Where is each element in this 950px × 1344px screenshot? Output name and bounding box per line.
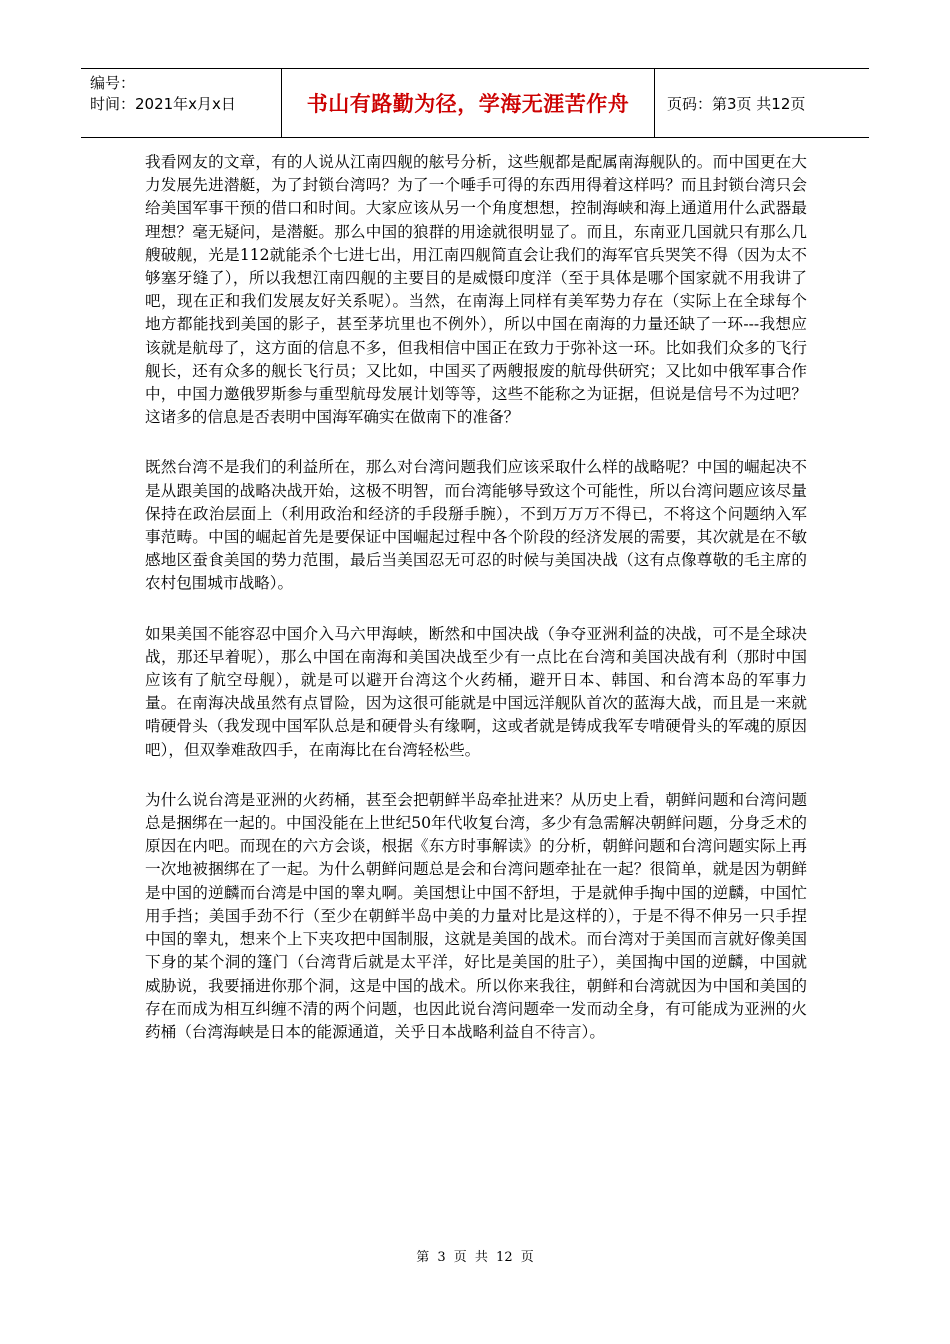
header-motto: 书山有路勤为径，学海无涯苦作舟 <box>282 69 655 137</box>
document-number-label: 编号： <box>90 74 136 92</box>
header-meta <box>81 69 282 137</box>
header-page-info: 页码：第3页 共12页 <box>667 94 806 113</box>
document-body <box>145 151 807 1071</box>
document-time-label: 时间：2021年x月x日 <box>90 95 236 113</box>
body-paragraph: 既然台湾不是我们的利益所在，那么对台湾问题我们应该采取什么样的战略呢？中国的崛起决不是从跟美国的战略决战开始，这极不明智，而台湾能够导致这个可能性，所以台湾问题应该尽量保持在政治层面上（利用政治和经济的手段掰手腕），不到万万万不得已，不将这个问题纳入军事范畴。中国的崛起首先是要保证中国崛起过程中各个阶段的经济发展的需要，其次就是在不敏感地区蚕食美国的势力范围，最后当美国忍无可忍的时候与美国决战（这有点像尊敬的毛主席的农村包围城市战略）。 <box>145 458 807 593</box>
body-paragraph: 为什么说台湾是亚洲的火药桶，甚至会把朝鲜半岛牵扯进来？从历史上看，朝鲜问题和台湾问题总是捆绑在一起的。中国没能在上世纪50年代收复台湾，多少有急需解决朝鲜问题，分身乏术的原因在内吧。而现在的六方会谈，根据《东方时事解读》的分析，朝鲜问题和台湾问题实际上再一次地被捆绑在了一起。为什么朝鲜问题总是会和台湾问题牵扯在一起？很简单，就是因为朝鲜是中国的逆麟而台湾是中国的睾丸啊。美国想让中国不舒坦，于是就伸手掏中国的逆麟，中国忙用手挡；美国手劲不行（至少在朝鲜半岛中美的力量对比是这样的），于是不得不伸另一只手捏中国的睾丸，想来个上下夹攻把中国制服，这就是美国的战术。而台湾对于美国而言就好像美国下身的某个洞的篷门（台湾背后就是太平洋，好比是美国的肚子），美国掏中国的逆麟，中国就威胁说，我要捅进你那个洞，这是中国的战术。所以你来我往，朝鲜和台湾就因为中国和美国的存在而成为相互纠缠不清的两个问题，也因此说台湾问题牵一发而动全身，有可能成为亚洲的火药桶（台湾海峡是日本的能源通道，关乎日本战略利益自不待言）。 <box>145 790 807 1041</box>
body-paragraph: 如果美国不能容忍中国介入马六甲海峡，断然和中国决战（争夺亚洲利益的决战，可不是全球决战，那还早着呢），那么中国在南海和美国决战至少有一点比在台湾和美国决战有利（那时中国应该有了航空母舰），就是可以避开台湾这个火药桶，避开日本、韩国、和台湾本岛的军事力量。在南海决战虽然有点冒险，因为这很可能就是中国远洋舰队首次的蓝海大战，而且是一来就啃硬骨头（我发现中国军队总是和硬骨头有缘啊，这或者就是铸成我军专啃硬骨头的军魂的原因吧），但双拳难敌四手，在南海比在台湾轻松些。 <box>145 624 807 759</box>
page-header <box>81 68 869 138</box>
body-paragraph: 我看网友的文章，有的人说从江南四舰的舷号分析，这些舰都是配属南海舰队的。而中国更在大力发展先进潜艇，为了封锁台湾吗？为了一个唾手可得的东西用得着这样吗？而且封锁台湾只会给美国军事干预的借口和时间。大家应该从另一个角度想想，控制海峡和海上通道用什么武器最理想？毫无疑问，是潜艇。那么中国的狼群的用途就很明显了。而且，东南亚几国就只有那么几艘破舰，光是112就能杀个七进七出，用江南四舰简直会让我们的海军官兵哭笑不得（因为太不够塞牙缝了），所以我想江南四舰的主要目的是威慑印度洋（至于具体是哪个国家就不用我讲了吧，现在正和我们发展友好关系呢）。当然，在南海上同样有美军势力存在（实际上在全球每个地方都能找到美国的影子，甚至茅坑里也不例外），所以中国在南海的力量还缺了一环---我想应该就是航母了，这方面的信息不多，但我相信中国正在致力于弥补这一环。比如我们众多的飞行舰长，还有众多的舰长飞行员；又比如，中国买了两艘报废的航母供研究；又比如中俄军事合作中，中国力邀俄罗斯参与重型航母发展计划等等，这些不能称之为证据，但说是信号不为过吧？这诸多的信息是否表明中国海军确实在做南下的准备？ <box>145 153 807 427</box>
page-footer: 第 3 页 共 12 页 <box>416 1250 534 1265</box>
